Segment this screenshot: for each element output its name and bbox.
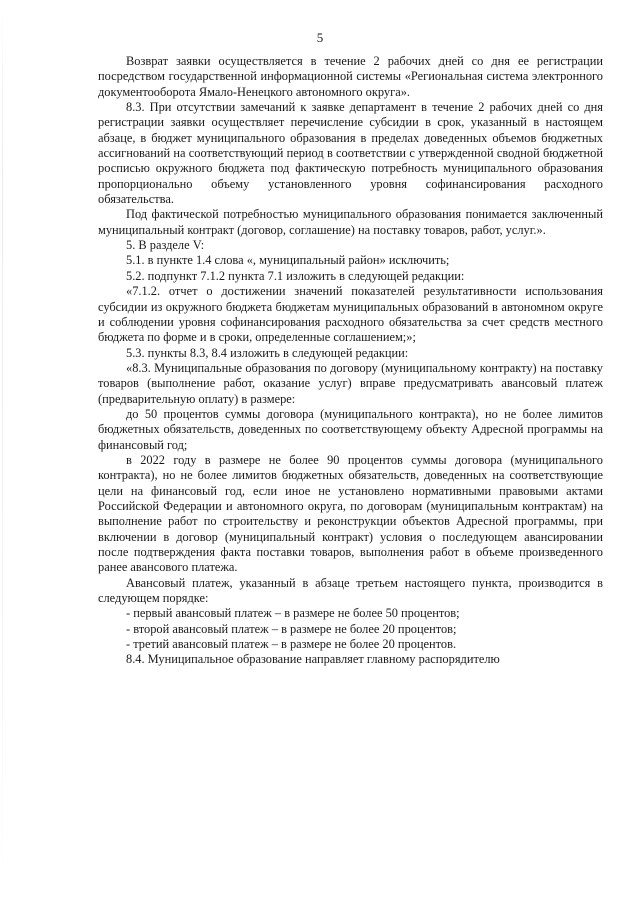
document-body (98, 54, 603, 668)
paragraph: - второй авансовый платеж – в размере не более 20 процентов; (126, 621, 457, 636)
paragraph: 8.3. При отсутствии замечаний к заявке департамент в течение 2 рабочих дней со дня регистрации заявки осуществляет перечисление субсидии в срок, указанный в настоящем абзаце, в бюджет муниципального образования в пределах доведенных объемов бюджетных ассигнований на соответствующий период в соответствии с утвержденной сводной бюджетной росписью окружного бюджета под фактическую потребность муниципального образования пропорционально объему установленного уровня софинансирования расходного обязательства. (98, 100, 603, 207)
paragraph: Возврат заявки осуществляется в течение 2 рабочих дней со дня ее регистрации посредством государственной информационной системы «Региональная система электронного документооборота Ямало-Ненецкого автономного округа». (98, 54, 603, 99)
paragraph: - первый авансовый платеж – в размере не более 50 процентов; (126, 606, 460, 621)
paragraph: 5.1. в пункте 1.4 слова «, муниципальный район» исключить; (126, 253, 450, 268)
paragraph: в 2022 году в размере не более 90 процентов суммы договора (муниципального контракта), но не более лимитов бюджетных обязательств, доведенных на соответствующие цели на финансовый год, если иное не установлено нормативными правовыми актами Российской Федерации и автономного округа, по договорам (муниципальным контрактам) на выполнение работ по строительству и реконструкции объектов Адресной программы, при включении в договор (муниципальный контракт) условия о последующем авансировании после подтверждения факта поставки товаров, выполнения работ в объеме произведенного ранее авансового платежа. (98, 452, 603, 575)
paragraph: до 50 процентов суммы договора (муниципального контракта), но не более лимитов бюджетных обязательств, доведенных по соответствующему объекту Адресной программы на финансовый год; (98, 406, 603, 452)
paragraph: «7.1.2. отчет о достижении значений показателей результативности использования субсидии из окружного бюджета бюджетам муниципальных образований в автономном округе и соблюдении уровня софинансирования расходного обязательства за счет средств местного бюджета по форме и в сроки, определенные соглашением;»; (98, 284, 603, 345)
paragraph: 5. В разделе V: (126, 238, 205, 253)
paragraph: Под фактической потребностью муниципального образования понимается заключенный муниципальный контракт (договор, соглашение) на поставку товаров, работ, услуг.». (98, 207, 603, 237)
paragraph: 5.2. подпункт 7.1.2 пункта 7.1 изложить в следующей редакции: (126, 268, 465, 283)
paragraph: Авансовый платеж, указанный в абзаце третьем настоящего пункта, производится в следующем порядке: (98, 575, 603, 606)
paragraph: 5.3. пункты 8.3, 8.4 изложить в следующей редакции: (126, 345, 409, 360)
paragraph: - третий авансовый платеж – в размере не более 20 процентов. (126, 637, 457, 652)
page-number: 5 (316, 30, 324, 45)
paragraph: «8.3. Муниципальные образования по договору (муниципальному контракту) на поставку товаров (выполнение работ, оказание услуг) вправе предусматривать авансовый платеж (предварительную оплату) в размере: (98, 360, 603, 406)
scan-edge (2, 0, 3, 905)
paragraph: 8.4. Муниципальное образование направляет главному распорядителю (126, 652, 500, 667)
